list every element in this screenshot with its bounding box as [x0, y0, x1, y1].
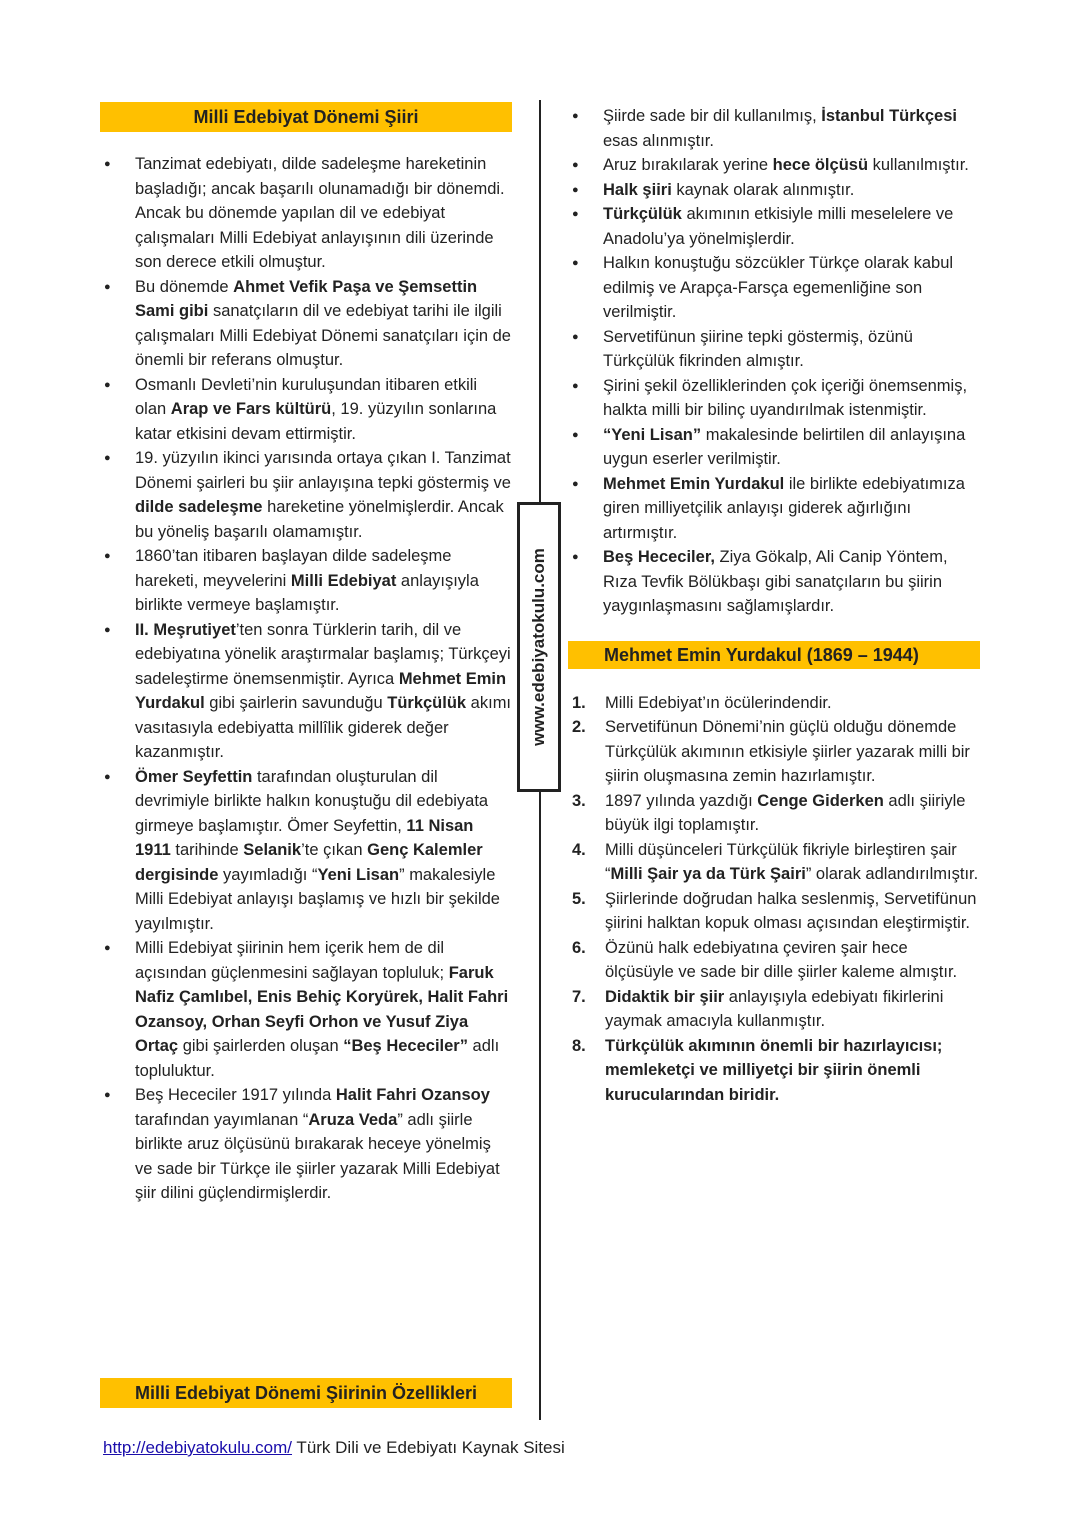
item-number: 7.: [572, 987, 586, 1006]
bold-text: dilde sadeleşme: [135, 498, 263, 516]
section-heading-milli-edebiyat-siiri: Milli Edebiyat Dönemi Şiiri: [100, 102, 512, 132]
numbered-item: [568, 936, 980, 985]
bold-text: Halit Fahri Ozansoy: [335, 1086, 490, 1104]
text-run: Özünü halk edebiyatına çeviren şair hece ölçüsüyle ve sade bir dille şiirler kaleme almıştır.: [605, 938, 958, 981]
text-run: Servetifünun şiirine tepki göstermiş, özünü Türkçülük fikrinden almıştır.: [603, 327, 913, 370]
item-number: 5.: [572, 889, 586, 908]
text-run: adlı topluluktur.: [135, 1037, 500, 1080]
yurdakul-numbered-list: [568, 691, 980, 1108]
text-run: ” olarak adlandırılmıştır.: [805, 865, 979, 883]
side-watermark-text: www.edebiyatokulu.com: [529, 548, 548, 746]
text-run: esas alınmıştır.: [603, 131, 714, 150]
text-run: Tanzimat edebiyatı, dilde sadeleşme hareketinin başladığı; ancak başarılı olunamadığı bir dönemdi. Ancak bu dönemde yapılan dil ve edebiyat çalışmaları Milli Edebiyat anlayışının dili üzerinde son derece etkili olmuştur.: [135, 155, 505, 271]
text-run: tarafından yayımlanan “: [135, 1110, 309, 1129]
text-run: kaynak olarak alınmıştır.: [671, 180, 855, 199]
text-run: tarihinde: [170, 841, 244, 859]
footer: [103, 1438, 565, 1458]
numbered-item: [568, 838, 980, 887]
text-run: Şiirde sade bir dil kullanılmış,: [603, 107, 822, 125]
numbered-item: [568, 887, 980, 936]
text-run: ’te çıkan: [301, 841, 368, 859]
bold-text: Ahmet Vefik Paşa ve Şemsettin Sami gibi: [135, 277, 478, 320]
item-number: 2.: [572, 718, 586, 736]
bold-text: 11 Nisan 1911: [135, 816, 474, 859]
section-heading-siir-ozellikleri: Milli Edebiyat Dönemi Şiirinin Özellikleri: [100, 1378, 512, 1408]
bullet-item: [100, 446, 512, 544]
text-run: , 19. yüzyılın sonlarına katar etkisini devam ettirmiştir.: [135, 400, 497, 443]
bold-text: Milli Şair ya da Türk Şairi: [610, 865, 806, 883]
text-run: Bu dönemde: [135, 277, 234, 296]
bold-text: Cenge Giderken: [757, 791, 884, 810]
text-run: adlı şiiriyle büyük ilgi toplamıştır.: [605, 791, 966, 834]
text-run: anlayışıyla birlikte vermeye başlamıştır.: [135, 571, 479, 614]
text-run: Milli düşünceleri Türkçülük fikriyle birleştiren şair “: [605, 840, 957, 883]
text-run: Milli Edebiyat şiirinin hem içerik hem de dil açısından güçlenmesini sağlayan topluluk;: [135, 939, 449, 982]
text-run: Şirini şekil özelliklerinden çok içeriği önemsenmiş, halkta milli bir bilinç uyandırılmak istenmiştir.: [603, 376, 968, 419]
bullet-item: [568, 545, 980, 619]
text-run: Şiirlerinde doğrudan halka seslenmiş, Servetifünun şiirini halktan kopuk olması açısından eleştirmiştir.: [605, 889, 977, 932]
bold-text: Ömer Seyfettin: [135, 767, 253, 786]
text-run: 1897 yılında yazdığı: [605, 791, 758, 810]
text-run: ’ten sonra Türklerin tarih, dil ve edebiyatına yönelik araştırmalar başlamış; Türkçeyi sadeleştirme önemsenmiştir. Ayrıca: [135, 620, 511, 688]
bullet-item: [100, 152, 512, 275]
text-run: Servetifünun Dönemi’nin güçlü olduğu dönemde Türkçülük akımının etkisiyle şiirler yazarak milli bir şiirin oluşmasına zemin hazırlamıştır.: [605, 718, 970, 785]
numbered-item: [568, 789, 980, 838]
bullet-item: [568, 104, 980, 153]
bold-text: Selanik: [243, 841, 302, 859]
bullet-item: [100, 936, 512, 1083]
text-run: 19. yüzyılın ikinci yarısında ortaya çıkan I. Tanzimat Dönemi şairleri bu şiir anlayışına tepki göstermiş ve: [135, 449, 511, 492]
bullet-item: [568, 251, 980, 325]
bullet-item: [100, 373, 512, 447]
right-bullet-list: [568, 104, 980, 619]
text-run: sanatçıların dil ve edebiyat tarihi ile ilgili çalışmaları Milli Edebiyat Dönemi sanatçıları için de önemli bir referans olmuştur.: [135, 302, 511, 369]
text-run: ” makalesiyle Milli Edebiyat anlayışı başlamış ve hızlı bir şekilde yayılmıştır.: [135, 865, 500, 933]
bold-text: Türkçülük: [387, 694, 467, 712]
text-run: Milli Edebiyat’ın öcülerindendir.: [605, 693, 832, 712]
item-number: 4.: [572, 840, 586, 859]
text-run: 1860’tan itibaren başlayan dilde sadeleşme hareketi, meyvelerini: [135, 547, 452, 590]
bullet-item: [568, 325, 980, 374]
left-bullet-list: [100, 152, 512, 1206]
bullet-item: [568, 374, 980, 423]
bullet-item: [100, 765, 512, 937]
bold-text: “Beş Hececiler”: [343, 1037, 468, 1055]
bold-text: Mehmet Emin Yurdakul: [135, 669, 507, 712]
bold-text: Genç Kalemler dergisinde: [135, 841, 483, 884]
bold-text: “Yeni Lisan”: [603, 425, 702, 444]
text-run: gibi şairlerin savunduğu: [204, 694, 388, 712]
text-run: anlayışıyla edebiyatı fikirlerini yaymak amacıyla kullanmıştır.: [605, 987, 944, 1030]
item-number: 3.: [572, 791, 586, 810]
bullet-item: [568, 423, 980, 472]
right-column: [568, 104, 980, 1107]
text-run: Halkın konuştuğu sözcükler Türkçe olarak kabul edilmiş ve Arapça-Farsça egemenliğine son verilmiştir.: [603, 254, 954, 321]
bold-text: Halk şiiri: [603, 180, 672, 199]
left-column: [100, 102, 512, 1206]
bold-text: Milli Edebiyat: [290, 571, 397, 590]
text-run: akımı vasıtasıyla edebiyatta millîlik giderek değer kazanmıştır.: [135, 694, 512, 761]
numbered-item: [568, 715, 980, 789]
bold-text: Arap ve Fars kültürü: [170, 400, 332, 418]
bullet-item: [100, 275, 512, 373]
text-run: ” adlı şiirle birlikte aruz ölçüsünü bırakarak heceye yönelmiş ve sade bir Türkçe ile şiirler yazarak Milli Edebiyat şiir dilini güçlendirmişlerdir.: [135, 1110, 500, 1202]
bold-text: Faruk Nafiz Çamlıbel, Enis Behiç Koryürek, Halit Fahri Ozansoy, Orhan Seyfi Orhon ve Yusuf Ziya Ortaç: [135, 963, 509, 1055]
footer-text: Türk Dili ve Edebiyatı Kaynak Sitesi: [292, 1438, 565, 1457]
text-run: hareketine yönelmişlerdir. Ancak bu yöneliş başarılı olamamıştır.: [135, 498, 504, 541]
bullet-item: [100, 1083, 512, 1206]
text-run: ile birlikte edebiyatımıza giren milliyetçilik anlayışı giderek ağırlığını artırmıştır.: [603, 474, 965, 542]
item-number: 8.: [572, 1036, 586, 1055]
item-number: 6.: [572, 938, 586, 957]
text-run: akımının etkisiyle milli meselelere ve Anadolu’ya yönelmişlerdir.: [603, 205, 954, 248]
bold-text: Yeni Lisan: [317, 865, 400, 884]
text-run: Osmanlı Devleti’nin kuruluşundan itibaren etkili olan: [135, 375, 478, 418]
text-run: yayımladığı “: [218, 865, 318, 884]
footer-link[interactable]: http://edebiyatokulu.com/: [103, 1438, 293, 1457]
numbered-item: [568, 1034, 980, 1108]
bullet-item: [568, 178, 980, 203]
text-run: Aruz bırakılarak yerine: [603, 156, 773, 174]
bold-text: Mehmet Emin Yurdakul: [603, 474, 785, 493]
bullet-item: [100, 618, 512, 765]
section-heading-mehmet-emin-yurdakul: Mehmet Emin Yurdakul (1869 – 1944): [568, 641, 980, 669]
bullet-item: [568, 472, 980, 546]
bold-text: İstanbul Türkçesi: [821, 107, 957, 125]
bullet-item: [568, 153, 980, 178]
text-run: gibi şairlerden oluşan: [178, 1037, 344, 1055]
text-run: kullanılmıştır.: [868, 156, 969, 174]
text-run: Ziya Gökalp, Ali Canip Yöntem, Rıza Tevfik Bölükbaşı gibi sanatçıların bu şiirin yaygınlaşmasını sağlamışlardır.: [603, 548, 948, 615]
bullet-item: [568, 202, 980, 251]
bold-text: Beş Hececiler,: [603, 548, 715, 566]
numbered-item: [568, 985, 980, 1034]
text-run: makalesinde belirtilen dil anlayışına uygun eserler verilmiştir.: [603, 425, 966, 468]
bullet-item: [100, 544, 512, 618]
bold-text: II. Meşrutiyet: [135, 620, 236, 639]
text-run: Beş Hececiler 1917 yılında: [135, 1086, 336, 1104]
text-run: tarafından oluşturulan dil devrimiyle birlikte halkın konuştuğu dil edebiyata girmeye başlamıştır. Ömer Seyfettin,: [135, 767, 489, 835]
bold-text: Didaktik bir şiir: [605, 987, 725, 1006]
numbered-item: [568, 691, 980, 716]
bold-text: Türkçülük: [603, 205, 682, 223]
item-number: 1.: [572, 693, 586, 712]
bold-text: Türkçülük akımının önemli bir hazırlayıcısı; memleketçi ve milliyetçi bir şiirin önemli kurucularından biridir.: [605, 1036, 943, 1104]
bold-text: Aruza Veda: [308, 1110, 398, 1129]
bold-text: hece ölçüsü: [772, 156, 869, 174]
side-watermark-box: [517, 502, 561, 792]
